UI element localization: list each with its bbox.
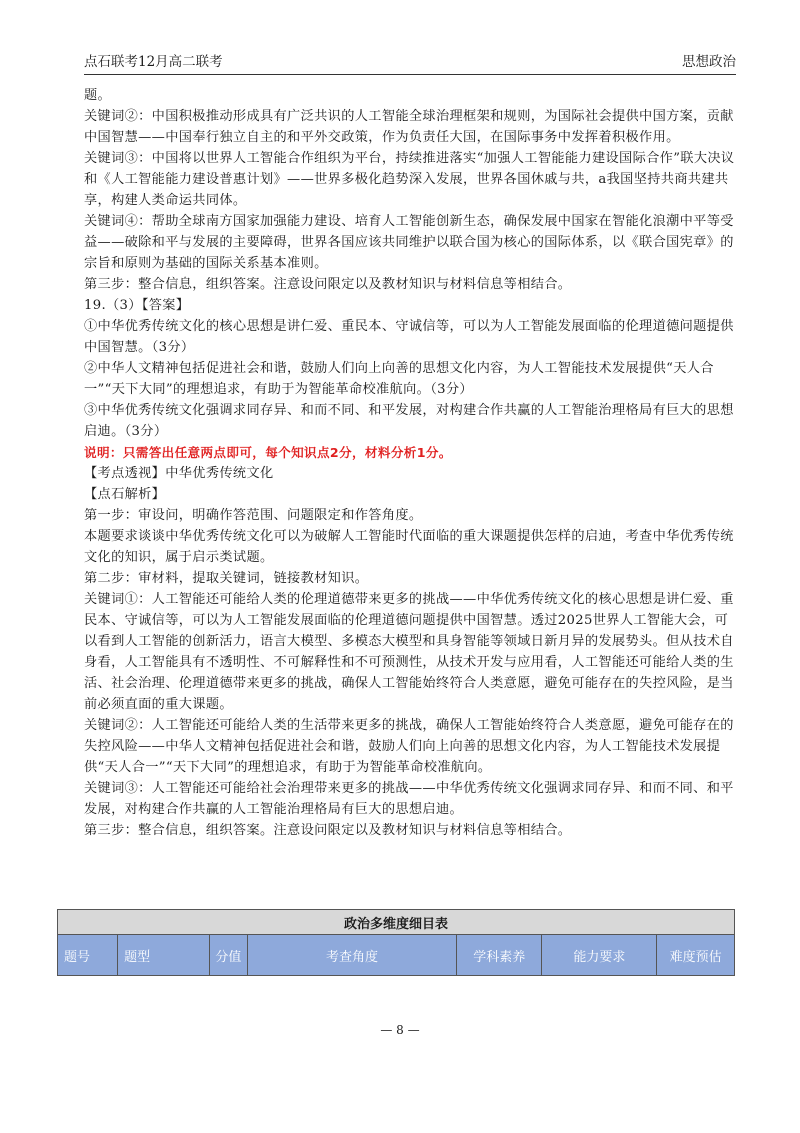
- col-header-literacy: 学科素养: [456, 935, 541, 976]
- topic-label: 【考点透视】中华优秀传统文化: [84, 466, 274, 481]
- paragraph: 本题要求谈谈中华优秀传统文化可以为破解人工智能时代面临的重大课题提供怎样的启迪，考查中华优秀传统文化的知识，属于启示类试题。: [84, 529, 734, 565]
- paragraph: 关键词③：人工智能还可能给社会治理带来更多的挑战——中华优秀传统文化强调求同存异、和而不同、和平发展，对构建合作共赢的人工智能治理格局有巨大的思想启迪。: [84, 781, 734, 817]
- analysis-label: 【点石解析】: [84, 487, 166, 502]
- answer-point: ①中华优秀传统文化的核心思想是讲仁爱、重民本、守诚信等，可以为人工智能发展面临的伦理道德问题提供中国智慧。（3分）: [84, 319, 734, 355]
- col-header-angle: 考查角度: [248, 935, 457, 976]
- col-header-score: 分值: [209, 935, 247, 976]
- scoring-note: 说明：只需答出任意两点即可，每个知识点2分，材料分析1分。: [84, 445, 452, 460]
- answer-content: [84, 85, 736, 841]
- subject-name: 思想政治: [682, 54, 736, 70]
- specification-table: [57, 909, 735, 976]
- col-header-difficulty: 难度预估: [657, 935, 735, 976]
- question-heading: 19.（3）【答案】: [84, 298, 190, 313]
- exam-title: 点石联考12月高二联考: [84, 54, 223, 70]
- paragraph: 第一步：审设问，明确作答范围、问题限定和作答角度。: [84, 508, 423, 523]
- paragraph: 关键词②：人工智能还可能给人类的生活带来更多的挑战，确保人工智能始终符合人类意愿，避免可能存在的失控风险——中华人文精神包括促进社会和谐，鼓励人们向上向善的思想文化内容，为人工智能技术发展提供“天人合一”“天下大同”的理想追求，有助于为智能革命校准航向。: [84, 718, 734, 775]
- page-header: [84, 52, 736, 75]
- col-header-type: 题型: [118, 935, 209, 976]
- col-header-ability: 能力要求: [542, 935, 657, 976]
- paragraph: 第三步：整合信息，组织答案。注意设问限定以及教材知识与材料信息等相结合。: [84, 823, 572, 838]
- col-header-number: 题号: [58, 935, 118, 976]
- table-title: 政治多维度细目表: [58, 910, 735, 935]
- paragraph: 关键词④：帮助全球南方国家加强能力建设、培育人工智能创新生态，确保发展中国家在智能化浪潮中平等受益——破除和平与发展的主要障碍，世界各国应该共同维护以联合国为核心的国际体系，以《联合国宪章》的宗旨和原则为基础的国际关系基本准则。: [84, 214, 734, 271]
- paragraph: 关键词③：中国将以世界人工智能合作组织为平台，持续推进落实“加强人工智能能力建设国际合作”联大决议和《人工智能能力建设普惠计划》——世界多极化趋势深入发展，世界各国休戚与共，a我国坚持共商共建共享，构建人类命运共同体。: [84, 151, 735, 208]
- paragraph: 题。: [84, 88, 112, 103]
- paragraph: 关键词①：人工智能还可能给人类的伦理道德带来更多的挑战——中华优秀传统文化的核心思想是讲仁爱、重民本、守诚信等，可以为人工智能发展面临的伦理道德问题提供中国智慧。透过2025世界人工智能大会，可以看到人工智能的创新活力，语言大模型、多模态大模型和具身智能等领域日新月异的发展势头。但从技术自身看，人工智能具有不透明性、不可解释性和不可预测性，从技术开发与应用看，人工智能还可能给人类的生活、社会治理、伦理道德带来更多的挑战，确保人工智能始终符合人类意愿，避免可能存在的失控风险，是当前必须直面的重大课题。: [84, 592, 734, 712]
- answer-point: ②中华人文精神包括促进社会和谐，鼓励人们向上向善的思想文化内容，为人工智能技术发展提供“天人合一”“天下大同”的理想追求，有助于为智能革命校准航向。（3分）: [84, 361, 714, 397]
- page-number: — 8 —: [380, 1023, 420, 1037]
- paragraph: 关键词②：中国积极推动形成具有广泛共识的人工智能全球治理框架和规则，为国际社会提供中国方案，贡献中国智慧——中国奉行独立自主的和平外交政策，作为负责任大国，在国际事务中发挥着积极作用。: [84, 109, 734, 145]
- answer-point: ③中华优秀传统文化强调求同存异、和而不同、和平发展，对构建合作共赢的人工智能治理格局有巨大的思想启迪。（3分）: [84, 403, 734, 439]
- paragraph: 第三步：整合信息，组织答案。注意设问限定以及教材知识与材料信息等相结合。: [84, 277, 572, 292]
- paragraph: 第二步：审材料，提取关键词，链接教材知识。: [84, 571, 369, 586]
